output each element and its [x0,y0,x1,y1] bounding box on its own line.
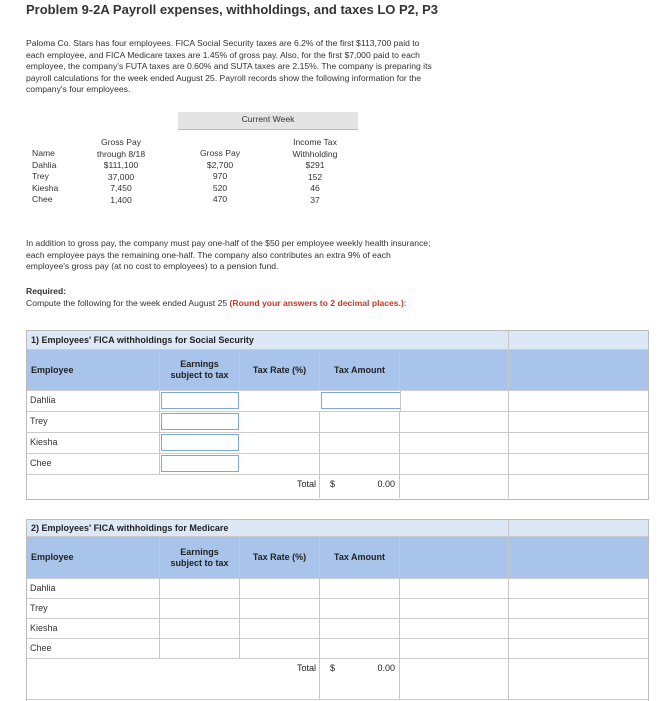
earnings-input[interactable] [160,639,240,658]
emp-tax: 46 [310,183,320,194]
emp-name: Chee [32,194,53,205]
header-row [27,537,648,579]
col-tax-amount: Tax Amount [320,537,400,578]
tax-rate-input[interactable] [240,599,320,618]
para2-line: each employee pays the remaining one-half. The company also contributes an extra 9% of each [26,249,391,260]
name-column [32,148,58,206]
tax-rate-input[interactable] [240,619,320,638]
employee-name: Dahlia [27,391,160,411]
table-row [27,454,648,475]
earnings-input[interactable] [160,599,240,618]
tax-rate-input[interactable] [240,639,320,658]
earnings-input[interactable] [160,619,240,638]
total-label: Total [27,475,320,498]
total-label: Total [27,659,320,699]
total-cell [320,659,400,699]
employee-name: Chee [27,639,160,658]
col-tax-rate: Tax Rate (%) [240,350,320,390]
medicare-grid [26,519,649,701]
total-value: 0.00 [377,479,395,489]
intro-line: Paloma Co. Stars has four employees. FICA Social Security taxes are 6.2% of the first $113,700 paid to [26,38,420,48]
emp-to-date: 37,000 [107,171,135,182]
intro-line: each employee, and FICA Medicare taxes are 1.45% of gross pay. Also, for the first $7,000 paid to each [26,49,420,60]
emp-tax: 152 [307,171,323,182]
header-income-tax-2: Withholding [292,148,338,159]
rounding-note: (Round your answers to 2 decimal places.) [229,297,404,308]
employee-name: Kiesha [27,433,160,453]
col-earnings-line2: subject to tax [170,370,229,380]
header-row [27,350,648,391]
col-earnings-line2: subject to tax [170,557,229,568]
tax-amount-input[interactable] [320,619,400,638]
header-name: Name [32,148,55,158]
col-earnings-line1: Earnings [180,546,219,557]
problem-title: Problem 9-2A Payroll expenses, withholdings, and taxes LO P2, P3 [26,2,439,17]
required-colon: : [403,297,407,308]
emp-tax: 37 [310,194,320,205]
emp-name: Dahlia [32,159,57,170]
col-tax-rate: Tax Rate (%) [240,537,320,578]
col-tax-amount: Tax Amount [320,350,400,390]
gross-pay-column [190,148,250,206]
employee-name: Trey [27,412,160,432]
col-employee: Employee [27,350,160,390]
intro-line: company's four employees. [26,84,131,95]
table-row [27,433,648,454]
currency-symbol: $ [330,479,336,489]
tax-amount-input[interactable] [320,639,400,658]
header-gross-pay: Gross Pay [199,148,241,158]
employee-name: Chee [27,454,160,474]
emp-name: Trey [32,171,49,182]
employee-name: Trey [27,599,160,618]
para2-line: employee's gross pay (at no cost to employees) to a pension fund. [26,261,279,272]
table-row [27,619,648,639]
required-section [26,286,406,309]
section-title: 2) Employees' FICA withholdings for Medicare [27,520,509,536]
emp-gross: $2,700 [206,159,234,170]
earnings-input[interactable] [161,413,239,430]
problem-intro [26,38,536,96]
table-row [27,599,648,619]
tax-rate-input[interactable] [240,579,320,598]
table-row [27,639,648,659]
section-title: 1) Employees' FICA withholdings for Social Security [27,331,509,349]
col-earnings [160,537,240,578]
table-row [27,412,648,433]
col-employee: Employee [27,537,160,578]
emp-gross: 520 [212,182,228,193]
total-cell [320,475,400,498]
total-row [27,659,648,700]
table-row [27,579,648,599]
employee-name: Dahlia [27,579,160,598]
earnings-input[interactable] [160,579,240,598]
total-row [27,475,648,498]
earnings-input[interactable] [161,455,239,472]
earnings-input[interactable] [161,434,239,451]
earnings-input[interactable] [161,392,239,409]
table-row [27,391,648,412]
emp-to-date: 7,450 [110,183,132,194]
emp-to-date: 1,400 [110,194,132,205]
tax-amount-input[interactable] [321,392,401,409]
emp-tax: $291 [305,160,325,171]
to-date-column [86,137,156,207]
tax-amount-input[interactable] [320,579,400,598]
emp-gross: 970 [212,171,228,182]
header-income-tax-1: Income Tax [293,137,337,147]
emp-name: Kiesha [32,182,59,193]
col-earnings [160,350,240,390]
current-week-header: Current Week [178,112,358,129]
emp-gross: 470 [212,194,228,205]
current-week-rule [178,129,358,130]
intro-line: payroll calculations for the week ended August 25. Payroll records show the following information for the [26,72,422,83]
emp-to-date: $111,100 [103,160,139,171]
total-value: 0.00 [377,663,395,673]
required-text: Compute the following for the week ended August 25 [26,297,230,308]
tax-amount-input[interactable] [320,599,400,618]
intro-line: employee, the company's FUTA taxes are 0.60% and SUTA taxes are 2.15%. The company is preparing its [26,61,432,72]
problem-paragraph-2 [26,238,556,273]
currency-symbol: $ [330,663,336,673]
income-tax-column [283,137,347,207]
section-title-row [27,520,648,537]
header-to-date-1: Gross Pay [100,137,142,147]
col-earnings-line1: Earnings [180,359,219,369]
social-security-grid [26,330,649,500]
para2-line: In addition to gross pay, the company must pay one-half of the $50 per employee weekly health insurance; [26,238,431,248]
required-label: Required: [26,286,67,296]
header-to-date-2: through 8/18 [96,148,146,159]
employee-name: Kiesha [27,619,160,638]
section-title-row [27,331,648,350]
